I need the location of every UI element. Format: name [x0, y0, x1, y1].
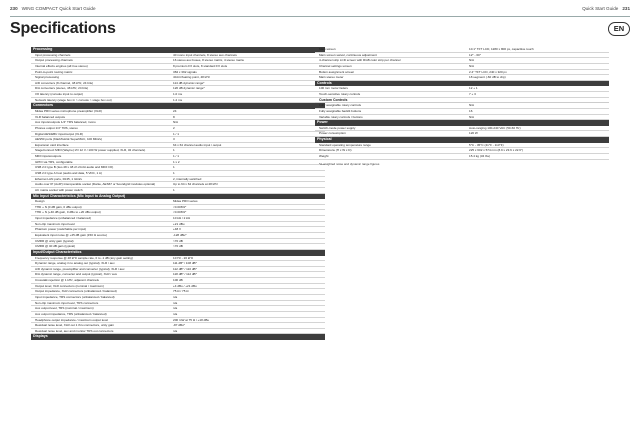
spec-value: 1.2 ms	[173, 97, 183, 102]
spec-value: 2	[173, 125, 175, 130]
page-header	[0, 0, 640, 21]
spec-value: 1 / 1	[173, 131, 179, 136]
spec-value: 16 stereo aux buses, 8 stereo matrix, 4 stereo mains	[173, 58, 244, 63]
spec-value: +48 V	[173, 227, 182, 232]
spec-name: AC mains socket with power switch	[35, 187, 83, 192]
spec-value: 1	[173, 187, 175, 192]
section-header: Input/Output Characteristics	[31, 250, 325, 256]
spec-value: Midas PRO series	[173, 199, 198, 204]
spec-value: Up to 64 x 64 channels at 48 kHz	[173, 182, 218, 187]
spec-name: Main screen swivel, continuous adjustment	[319, 52, 377, 57]
spec-value: 200 mW at 75 Ω / +18 dBu	[173, 317, 210, 322]
left-page-number: 230	[10, 6, 18, 11]
spec-value: 2.4" TFT LCD, 240 x 320 px	[469, 69, 507, 74]
spec-value: 112 dB* / 110 dB*	[173, 266, 197, 271]
spec-name: StageConnect MIDI (Wayne) I/O 12 V / 100 W power supplied, XLR, 32 channels)	[35, 148, 146, 153]
spec-name: Output level, XLR connectors (nominal / maximum)	[35, 283, 104, 288]
section-header: Physical	[315, 137, 609, 143]
right-header	[582, 6, 630, 11]
spec-name: Output impedance, XLR connectors (unbalanced / balanced)	[35, 289, 117, 294]
spec-row	[315, 154, 609, 160]
spec-name: Crosstalk rejection @ 1 kHz, adjacent channels	[35, 278, 99, 283]
spec-name: A/D converters (8 channel, 48 kHz, 24 bits)	[35, 80, 94, 85]
spec-value: n/a	[173, 300, 178, 305]
spec-value: N/A	[469, 114, 475, 119]
spec-value: 40-bit floating point, 48 kHz	[173, 75, 210, 80]
spec-name: Standard operating temperature range	[319, 142, 371, 147]
right-spec-table	[315, 47, 609, 166]
spec-value: n/a	[173, 328, 178, 333]
spec-name: Point-to-point routing matrix	[35, 69, 73, 74]
spec-value: >70 dB	[173, 238, 183, 243]
spec-name: Frequency response @ 48 kHz sample rate, 0 to -1 dB (any gain setting)	[35, 255, 133, 260]
spec-value: 12° - 60°	[469, 52, 481, 57]
spec-name: Aux output level, TRS (nominal / maximum)	[35, 306, 94, 311]
spec-value: 1	[173, 171, 175, 175]
spec-value: 1 / 1	[173, 154, 179, 159]
spec-value: 118 dB* / 112 dB*	[173, 272, 197, 277]
spec-name: Audio over IP (AoIP) interoperable socket (Dante, AES67 or Soundgrid modules optional)	[35, 182, 156, 187]
spec-name: Weight	[319, 153, 329, 158]
spec-value: 16	[469, 108, 473, 113]
spec-value: -87 dBu*	[173, 323, 185, 328]
spec-value: N/A	[173, 120, 179, 125]
spec-value: 5°C - 45°C (41°F - 113°F)	[469, 142, 504, 147]
spec-name: Non-clip maximum input level, TRS connectors	[35, 300, 99, 305]
right-running-title: Quick Start Guide	[582, 6, 619, 11]
spec-value: 24	[173, 108, 177, 113]
spec-value: 8 premium FX slots, 8 standard FX slots	[173, 63, 228, 68]
spec-name: GPIO via TRS, configurable	[35, 159, 73, 164]
spec-name: Touch-sensitive rotary controls	[319, 92, 361, 97]
spec-name: Dynamic range, analog in to analog out (typical), XLR / aux	[35, 261, 115, 266]
spec-value: <0.006%*	[173, 204, 187, 209]
spec-value: 7 + 3	[469, 92, 476, 97]
spec-name: Input impedance (unbalanced / balanced)	[35, 216, 92, 221]
spec-name: Ethernet LAN ports, RJ45, 1 Gbit/s	[35, 176, 82, 181]
spec-name: Phones output 1/4" TRS, stereo	[35, 125, 78, 130]
spec-name: Design	[35, 199, 45, 204]
spec-value: 18 segment (-60 dB to clip)	[469, 75, 506, 80]
spec-name: Network latency (stage box in > console > stage box out)	[35, 97, 112, 102]
spec-value: +4 dBu / +21 dBu	[173, 283, 197, 288]
spec-value: 100 dB	[173, 278, 183, 283]
section-header: Mic Input Characteristics (Mic Input to Analog Output)	[31, 194, 325, 200]
spec-value: 8	[173, 114, 175, 119]
spec-value: 75 Ω / 75 Ω	[173, 289, 189, 294]
spec-value: >70 dB	[173, 244, 183, 249]
spec-name: Fully assignable rotary controls	[319, 103, 361, 108]
spec-name: Dimensions (H x W x D)	[319, 148, 352, 153]
spec-value: 225 x 602 x 574 mm (8.9 x 23.6 x 22.6")	[469, 148, 524, 153]
section-header: Power	[315, 120, 609, 126]
spec-value: 10 kΩ / 2 kΩ	[173, 216, 190, 221]
spec-name: D/A converters (stereo, 48 kHz, 24 bits)	[35, 86, 89, 91]
spec-value: 1	[173, 148, 175, 153]
section-header: Controls	[315, 81, 609, 87]
spec-value: 120 dB dynamic range*	[173, 86, 205, 91]
spec-name: Equivalent input noise @ +45 dB gain (150 Ω source)	[35, 233, 108, 237]
spec-value: -128 dBu*	[173, 233, 187, 237]
spec-name: Midas PRO series microphone preamplifier (XLR)	[35, 108, 102, 113]
spec-value: 64 x 64 channel audio input / output	[173, 142, 222, 147]
spec-name: Channel settings screen	[319, 63, 352, 68]
spec-name: AES50 ports (KlarkTeknik SuperMAC, 100 Mbit/s)	[35, 137, 103, 142]
spec-value: 120 W	[469, 131, 478, 136]
left-header	[10, 6, 96, 11]
spec-name: Expansion card interface	[35, 142, 69, 147]
page-title: Specifications	[10, 20, 116, 37]
spec-name: THD + N (0 dB gain, 0 dBu output)	[35, 204, 82, 209]
spec-name: Phantom power (switchable per input)	[35, 227, 87, 232]
left-spec-table	[31, 47, 325, 340]
spec-value: 114 dB dynamic range*	[173, 80, 205, 85]
spec-name: Power consumption	[319, 131, 346, 136]
spec-name: Signal processing	[35, 75, 60, 80]
spec-name: CMRR @ unity gain (typical)	[35, 238, 74, 243]
spec-value: N/A	[469, 103, 475, 108]
spec-name: THD + N (+40 dB gain, 0 dBu to +20 dBu output)	[35, 210, 101, 215]
spec-name: USB 2.0 type A host (audio and data, 5 VDC, 1 A)	[35, 171, 102, 175]
subsection-header: Custom Controls	[315, 98, 609, 104]
spec-value: 1 x 2	[173, 159, 180, 164]
spec-value: N/A	[469, 63, 475, 68]
spec-value: +21 dBu	[173, 221, 185, 226]
spec-name: Digital AES/EBU input/output (XLR)	[35, 131, 83, 136]
spec-value: 10 Hz - 20 kHz	[173, 255, 194, 260]
spec-value: n/a	[173, 295, 178, 299]
header-rule	[10, 16, 630, 17]
spec-name: Button assignment screen	[319, 69, 355, 74]
spec-value: <0.006%*	[173, 210, 187, 215]
spec-name: 100 mm motor faders	[319, 86, 348, 91]
language-badge: EN	[608, 22, 630, 36]
spec-name: Variable rotary controls / buttons	[319, 114, 363, 119]
spec-name: Input processing channels	[35, 52, 71, 57]
spec-name: XLR balanced outputs	[35, 114, 65, 119]
section-header: Processing	[31, 47, 325, 53]
spec-name: D/A dynamic range, converter and output (typical), XLR / aux	[35, 272, 117, 277]
spec-name: MIDI inputs/outputs	[35, 154, 62, 159]
left-running-title: WING COMPACT Quick Start Guide	[21, 6, 96, 11]
spec-value: 111 dB* / 108 dB*	[173, 261, 197, 266]
spec-value: 384 x 392 signals	[173, 69, 197, 74]
section-header: Connectors	[31, 103, 325, 109]
spec-value: 40 mono input channels, 8 stereo aux channels	[173, 52, 237, 57]
spec-name: Input impedance, TRS connectors (unbalanced / balanced)	[35, 295, 115, 299]
spec-value: n/a	[173, 306, 178, 311]
spec-value: N/A	[469, 58, 475, 63]
spec-name: USB 2.0 type B (two 48 x 48 ch 24-bit audio and MIDI I/O)	[35, 165, 114, 170]
spec-name: Headphone output impedance / maximum output level	[35, 317, 109, 322]
spec-name: I/O latency (console input to output)	[35, 92, 84, 97]
spec-name: Main screen	[319, 47, 336, 51]
spec-value: n/a	[173, 311, 178, 316]
spec-value: 1.0 ms	[173, 92, 183, 97]
spec-value: 2, internally switched	[173, 176, 202, 181]
spec-name: CMRR @ 40 dB gain (typical)	[35, 244, 76, 249]
spec-name: Switch-mode power supply	[319, 125, 356, 130]
spec-name: Main stereo meter	[319, 75, 344, 80]
spec-name: A/D dynamic range, preamplifier and converter (typical), XLR / aux	[35, 266, 125, 271]
spec-value: 12 + 1	[469, 86, 478, 91]
spec-name: Aux output impedance, TRS (unbalanced / balanced)	[35, 311, 107, 316]
spec-name: Fully assignable backlit buttons	[319, 108, 362, 113]
spec-value: 15.4 kg (34 lbs)	[469, 153, 491, 158]
spec-value: 3	[173, 137, 175, 142]
spec-value: Auto-ranging 100-240 VAC (50-60 Hz)	[469, 125, 521, 130]
spec-value: 1	[173, 165, 175, 170]
spec-value: 10.1" TFT LCD, 1280 x 800 px, capacitive touch	[469, 47, 534, 51]
spec-name: 4-channel strip LCD screen with RGB color strip per channel	[319, 58, 401, 63]
spec-name: Residual noise level, XLR out 1 thru connectors, unity gain	[35, 323, 114, 328]
spec-name: Output processing channels	[35, 58, 73, 63]
spec-name: Non-clip maximum input level	[35, 221, 75, 226]
right-page-number: 231	[622, 6, 630, 11]
footnote: *A-weighted noise and dynamic range figures	[319, 161, 380, 166]
section-header: Displays	[31, 334, 325, 340]
spec-name: Residual noise level, aux and monitor TRS out connectors	[35, 328, 114, 333]
spec-name: Aux inputs/outputs 1/4" TRS balanced, mono	[35, 120, 96, 125]
spec-name: Internal effects engines (all true stereo)	[35, 63, 88, 68]
